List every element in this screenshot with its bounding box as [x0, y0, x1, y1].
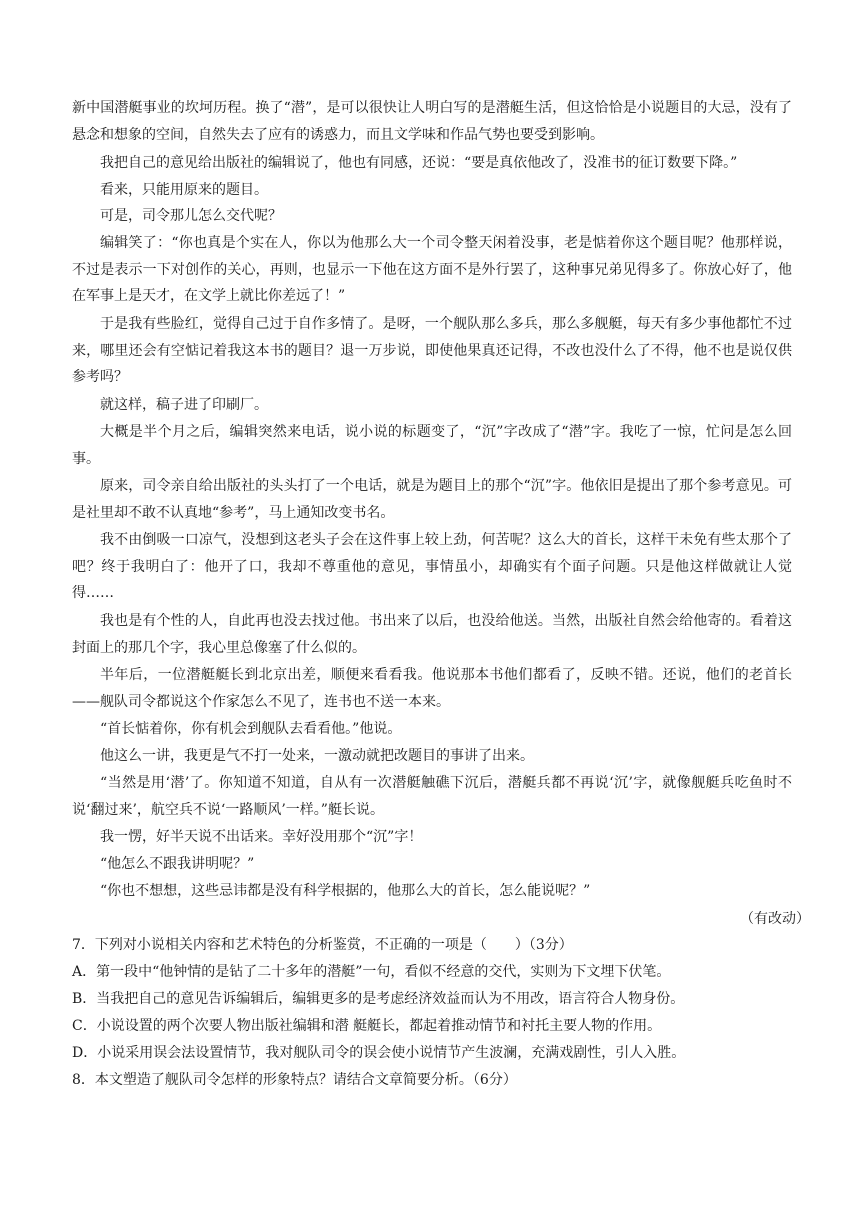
story-paragraph: “当然是用‘潜’了。你知道不知道，自从有一次潜艇触礁下沉后，潜艇兵都不再说‘沉’字，就像舰艇兵吃鱼时不说‘翻过来’，航空兵不说‘一路顺风’一样。”艇长说。 — [72, 775, 792, 818]
story-paragraph: 半年后，一位潜艇艇长到北京出差，顺便来看看我。他说那本书他们都看了，反映不错。还说，他们的老首长——舰队司令都说这个作家怎么不见了，连书也不送一本来。 — [72, 667, 792, 710]
question-7-option-a: A．第一段中“他钟情的是钻了二十多年的潜艇”一句，看似不经意的交代，实则为下文埋下伏笔。 — [72, 964, 671, 980]
story-paragraph: 原来，司令亲自给出版社的头头打了一个电话，就是为题目上的那个“沉”字。他依旧是提出了那个参考意见。可是社里却不敢不认真地“参考”，马上通知改变书名。 — [72, 478, 792, 521]
source-note: （有改动） — [740, 911, 810, 927]
story-paragraph: 我也是有个性的人，自此再也没去找过他。书出来了以后，也没给他送。当然，出版社自然会给他寄的。看着这封面上的那几个字，我心里总像塞了什么似的。 — [72, 613, 792, 656]
story-paragraph: 他这么一讲，我更是气不打一处来，一激动就把改题目的事讲了出来。 — [100, 748, 534, 764]
story-paragraph: “首长惦着你，你有机会到舰队去看看他。”他说。 — [100, 721, 402, 737]
question-8-stem: 8．本文塑造了舰队司令怎样的形象特点？请结合文章简要分析。（6分） — [72, 1072, 517, 1088]
story-paragraph: 可是，司令那儿怎么交代呢？ — [100, 208, 282, 224]
story-paragraph: 就这样，稿子进了印刷厂。 — [100, 397, 268, 413]
story-paragraph: 大概是半个月之后，编辑突然来电话，说小说的标题变了，“沉”字改成了“潜”字。我吃了一惊，忙问是怎么回事。 — [72, 424, 792, 467]
question-7-option-b: B．当我把自己的意见告诉编辑后，编辑更多的是考虑经济效益而认为不用改，语言符合人物身份。 — [72, 991, 685, 1007]
story-paragraph: 看来，只能用原来的题目。 — [100, 182, 268, 198]
story-paragraph: 我一愣，好半天说不出话来。幸好没用那个“沉”字！ — [100, 829, 423, 845]
story-paragraph: 于是我有些脸红，觉得自己过于自作多情了。是呀，一个舰队那么多兵，那么多舰艇，每天有多少事他都忙不过来，哪里还会有空惦记着我这本书的题目？退一万步说，即使他果真还记得，不改也没什么了不得，他不也是说仅供参考吗？ — [72, 316, 792, 386]
story-paragraph: “你也不想想，这些忌讳都是没有科学根据的，他那么大的首长，怎么能说呢？” — [100, 883, 591, 899]
question-7-stem: 7．下列对小说相关内容和艺术特色的分析鉴赏，不正确的一项是（ ）（3分） — [72, 937, 573, 953]
story-paragraph: “他怎么不跟我讲明呢？” — [100, 856, 255, 872]
story-paragraph: 编辑笑了：“你也真是个实在人，你以为他那么大一个司令整天闲着没事，老是惦着你这个题目呢？他那样说，不过是表示一下对创作的关心，再则，也显示一下他在这方面不是外行罢了，这种事兄弟见得多了。你放心好了，他在军事上是天才，在文学上就比你差远了！” — [72, 235, 792, 305]
story-paragraph: 我不由倒吸一口凉气，没想到这老头子会在这件事上较上劲，何苦呢？这么大的首长，这样干未免有些太那个了吧？终于我明白了：他开了口，我却不尊重他的意见，事情虽小，却确实有个面子问题。只是他这样做就让人觉得…… — [72, 532, 792, 602]
story-paragraph: 我把自己的意见给出版社的编辑说了，他也有同感，还说：“要是真依他改了，没准书的征订数要下降。” — [100, 155, 738, 171]
story-paragraph: 新中国潜艇事业的坎坷历程。换了“潜”，是可以很快让人明白写的是潜艇生活，但这恰恰是小说题目的大忌，没有了悬念和想象的空间，自然失去了应有的诱惑力，而且文学味和作品气势也要受到影响。 — [72, 100, 792, 143]
question-7-option-c: C．小说设置的两个次要人物出版社编辑和潜 艇艇长，都起着推动情节和衬托主要人物的作用。 — [72, 1018, 662, 1034]
question-7-option-d: D．小说采用误会法设置情节，我对舰队司令的误会使小说情节产生波澜，充满戏剧性，引人入胜。 — [72, 1045, 686, 1061]
